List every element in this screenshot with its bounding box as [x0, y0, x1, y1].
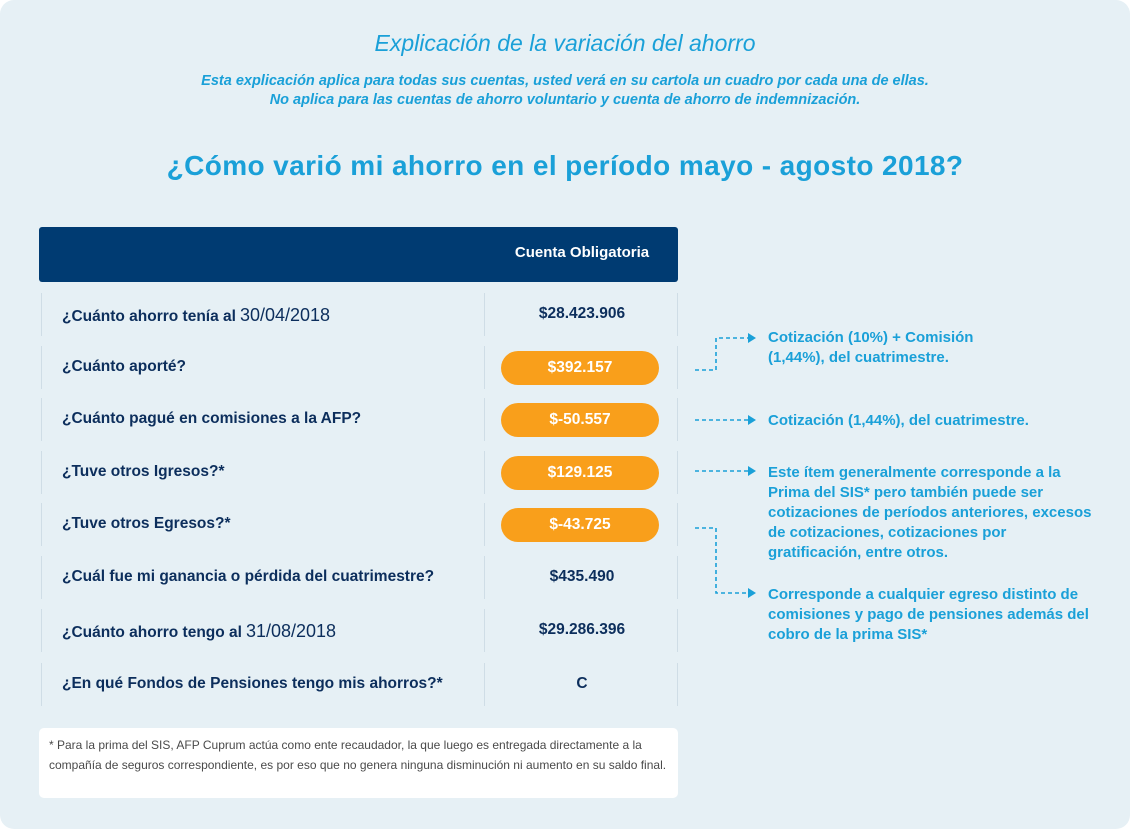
arrowhead-ingresos	[748, 466, 756, 476]
value-ganancia: $435.490	[549, 568, 615, 585]
value-aporte-pill: $392.157	[501, 351, 659, 385]
table-row	[39, 346, 678, 389]
column-header-cuenta-obligatoria: Cuenta Obligatoria	[514, 244, 650, 261]
period-heading: ¿Cómo varió mi ahorro en el período mayo - agosto 2018?	[166, 150, 964, 181]
value-otros-egresos-pill: $-43.725	[501, 508, 659, 542]
note-aporte: Cotización (10%) + Comisión (1,44%), del cuatrimestre.	[768, 329, 974, 366]
value-comisiones-pill: $-50.557	[501, 403, 659, 437]
table-row	[39, 556, 678, 599]
note-egresos: Corresponde a cualquier egreso distinto de comisiones y pago de pensiones además del cobro de la prima SIS*	[768, 586, 1089, 643]
arrowhead-comisiones	[748, 415, 756, 425]
value-otros-ingresos-pill: $129.125	[501, 456, 659, 490]
start-date: 30/04/2018	[239, 305, 331, 325]
question-fondo: ¿En qué Fondos de Pensiones tengo mis ahorros?*	[62, 675, 443, 692]
table-row	[39, 398, 678, 441]
table-row	[39, 293, 678, 336]
value-fondo: C	[576, 675, 588, 692]
page-title: Explicación de la variación del ahorro	[374, 30, 756, 56]
arrowhead-egresos	[748, 588, 756, 598]
subtitle-line-1: Esta explicación aplica para todas sus cuentas, usted verá en su cartola un cuadro por cada una de ellas.	[201, 73, 929, 89]
question-otros-egresos: ¿Tuve otros Egresos?*	[62, 515, 231, 532]
subtitle	[0, 72, 1130, 110]
arrow-aporte	[695, 338, 748, 370]
subtitle-line-2: No aplica para las cuentas de ahorro voluntario y cuenta de ahorro de indemnización.	[269, 92, 861, 108]
value-ahorro-final: $29.286.396	[538, 621, 626, 638]
value-ahorro-inicial: $28.423.906	[538, 305, 626, 322]
footnote: * Para la prima del SIS, AFP Cuprum actúa como ente recaudador, la que luego es entregada directamente a la compañía de seguros correspondiente, es por eso que no genera ninguna disminución ni aumento en su saldo final.	[39, 728, 678, 798]
question-ganancia: ¿Cuál fue mi ganancia o pérdida del cuatrimestre?	[62, 568, 435, 585]
table-row	[39, 503, 678, 546]
table-header	[39, 227, 678, 282]
note-comisiones: Cotización (1,44%), del cuatrimestre.	[768, 412, 1029, 429]
arrow-egresos	[695, 528, 748, 593]
table-row	[39, 451, 678, 494]
question-aporte: ¿Cuánto aporté?	[62, 358, 186, 375]
table-row	[39, 609, 678, 652]
question-ahorro-final: ¿Cuánto ahorro tengo al 31/08/2018	[62, 621, 337, 641]
end-date: 31/08/2018	[245, 621, 337, 641]
question-otros-ingresos: ¿Tuve otros Igresos?*	[62, 463, 225, 480]
arrowhead-aporte	[748, 333, 756, 343]
table-row	[39, 663, 678, 706]
question-comisiones: ¿Cuánto pagué en comisiones a la AFP?	[62, 410, 362, 427]
note-ingresos: Este ítem generalmente corresponde a la Prima del SIS* pero también puede ser cotizaciones de períodos anteriores, excesos de cotizaciones, cotizaciones por gratificación, entre otros.	[768, 464, 1092, 561]
question-ahorro-inicial: ¿Cuánto ahorro tenía al 30/04/2018	[62, 305, 331, 325]
